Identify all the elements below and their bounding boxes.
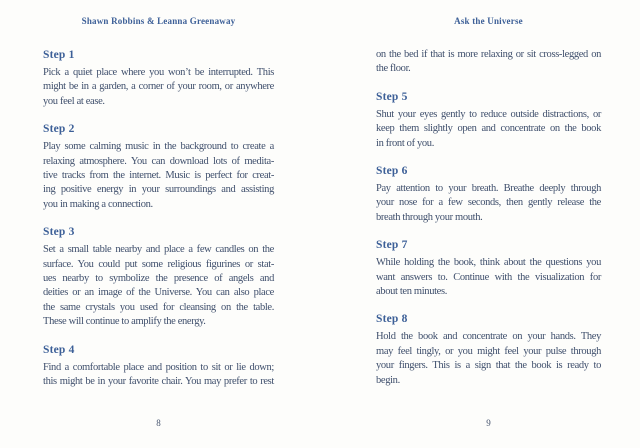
text-line: Pay attention to your breath. Breathe deeply through [376,183,601,195]
running-header-right: Ask the Universe [454,16,523,26]
text-line: want answers to. Continue with the visualization for [376,271,601,283]
running-header-left: Shawn Robbins & Leanna Greenaway [81,16,236,26]
text-line: Find a comfortable place and position to sit or lie down; [43,361,274,373]
step-block [43,225,274,329]
page-right [320,0,640,448]
page-content-left [43,48,274,403]
text-line: tive tracks from the internet. Music is perfect for creat- [43,170,274,182]
text-line: your nose for a few seconds, then gently release the [376,197,601,209]
page-number-right: 9 [486,418,491,428]
step-heading: Step 5 [376,90,408,103]
step-heading: Step 3 [43,226,75,239]
step-block [376,312,601,388]
step-block [376,238,601,299]
text-line: ues nearby to symbolize the presence of angels and [43,273,274,285]
text-line: breath through your mouth. [376,211,483,223]
text-line: keep them slightly open and concentrate on the book [376,123,601,135]
step-block [376,164,601,225]
step-block [43,48,274,109]
text-line: about ten minutes. [376,286,447,298]
text-line: you in making a connection. [43,198,153,210]
page-content-right [376,48,601,401]
continuation-paragraph [376,48,601,77]
text-line: the same crystals you used for cleansing on the table. [43,301,274,313]
step-block [376,90,601,151]
text-line: ing positive energy in your surroundings and assisting [43,184,274,196]
text-line: on the bed if that is more relaxing or sit cross-legged on [376,49,601,60]
text-line: surface. You could put some religious figurines or stat- [43,258,274,270]
step-block [43,122,274,212]
step-heading: Step 8 [376,313,408,326]
text-line: Hold the book and concentrate on your hands. They [376,331,601,343]
step-heading: Step 7 [376,239,408,252]
page-number-left: 8 [156,418,161,428]
text-line: may feel tingly, or you might feel your pulse through [376,345,601,357]
step-heading: Step 4 [43,343,75,356]
step-block [43,343,274,390]
text-line: in front of you. [376,137,434,149]
text-line: Play some calming music in the background to create a [43,141,274,153]
text-line: These will continue to amplify the energy. [43,316,206,328]
text-line: While holding the book, think about the questions you [376,257,601,269]
text-line: might be in a garden, a corner of your room, or anywhere [43,81,274,93]
text-line: you feel at ease. [43,95,105,107]
text-line: your fingers. This is a sign that the book is ready to [376,360,601,372]
text-line: deities or an image of the Universe. You can also place [43,287,274,299]
text-line: relaxing atmosphere. You can download lots of medita- [43,155,274,167]
text-line: Shut your eyes gently to reduce outside distractions, or [376,108,601,120]
step-heading: Step 6 [376,165,408,178]
text-line: Set a small table nearby and place a few candles on the [43,244,274,256]
step-heading: Step 1 [43,49,75,61]
text-line: this might be in your favorite chair. You may prefer to rest [43,376,274,388]
text-line: the floor. [376,63,411,75]
text-line: begin. [376,374,400,386]
text-line: Pick a quiet place where you won’t be interrupted. This [43,67,274,78]
step-heading: Step 2 [43,123,75,136]
